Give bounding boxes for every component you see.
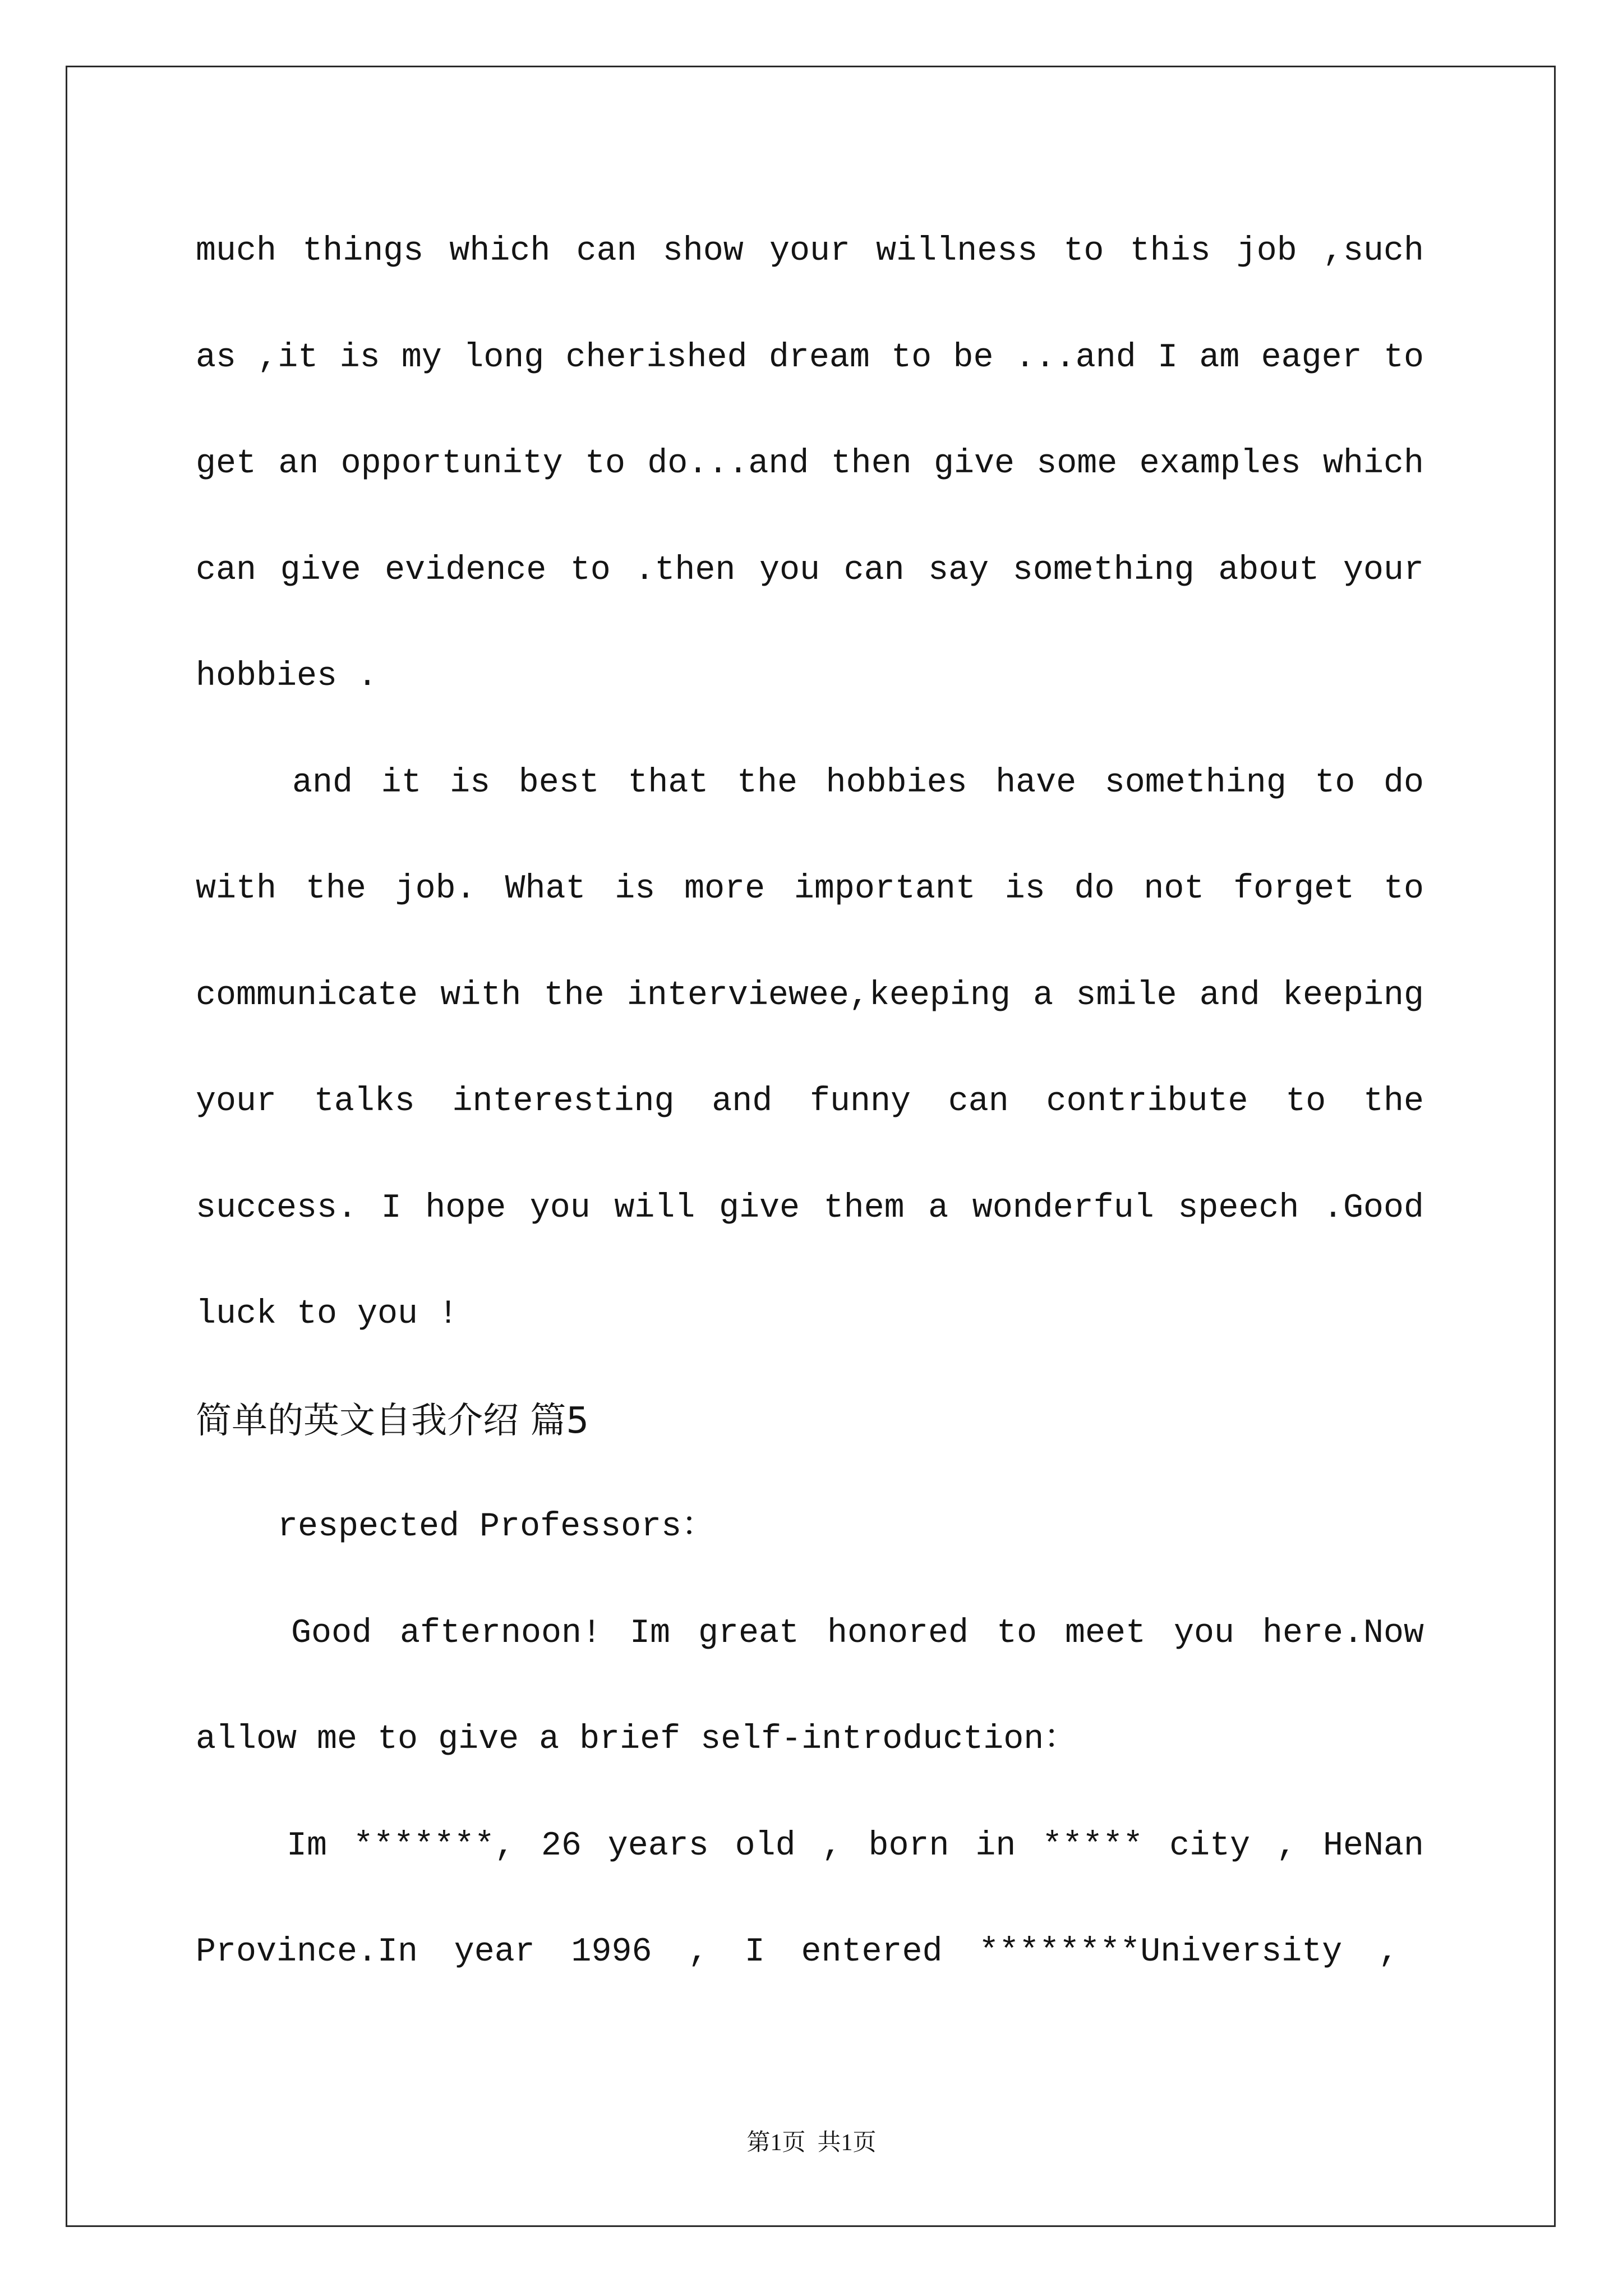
paragraph-2-line: with the job. What is more important is do not forget to (196, 870, 1424, 908)
paragraph-2-line: communicate with the interviewee,keeping a smile and keeping (196, 976, 1424, 1015)
paragraph-1-line: hobbies . (196, 657, 378, 696)
paragraph-4-line: Im *******, 26 years old , born in ***** city , HeNan (287, 1826, 1424, 1865)
paragraph-4-line: Province.In year 1996 , I entered ********University , (196, 1933, 1399, 1971)
paragraph-3-line: Good afternoon! Im great honored to meet you here.Now (291, 1614, 1424, 1653)
paragraph-2-line: your talks interesting and funny can contribute to the (196, 1083, 1424, 1121)
salutation: respected Professors： (278, 1508, 716, 1546)
paragraph-2-line: luck to you ! (196, 1295, 459, 1333)
document-body (196, 199, 1424, 2006)
paragraph-3-line: allow me to give a brief self-introduction： (196, 1720, 1078, 1759)
page-footer: 第1页 共1页 (746, 2130, 877, 2156)
paragraph-1-line: can give evidence to .then you can say something about your (196, 551, 1424, 590)
paragraph-2-line: and it is best that the hobbies have something to do (292, 763, 1424, 802)
paragraph-2-line: success. I hope you will give them a wonderful speech .Good (196, 1189, 1424, 1227)
paragraph-1-line: as ,it is my long cherished dream to be ...and I am eager to (196, 338, 1424, 377)
paragraph-1-line: much things which can show your willness to this job ,such (196, 232, 1424, 270)
section-heading: 简单的英文自我介绍 篇5 (196, 1400, 589, 1442)
paragraph-1-line: get an opportunity to do...and then give some examples which (196, 445, 1424, 483)
